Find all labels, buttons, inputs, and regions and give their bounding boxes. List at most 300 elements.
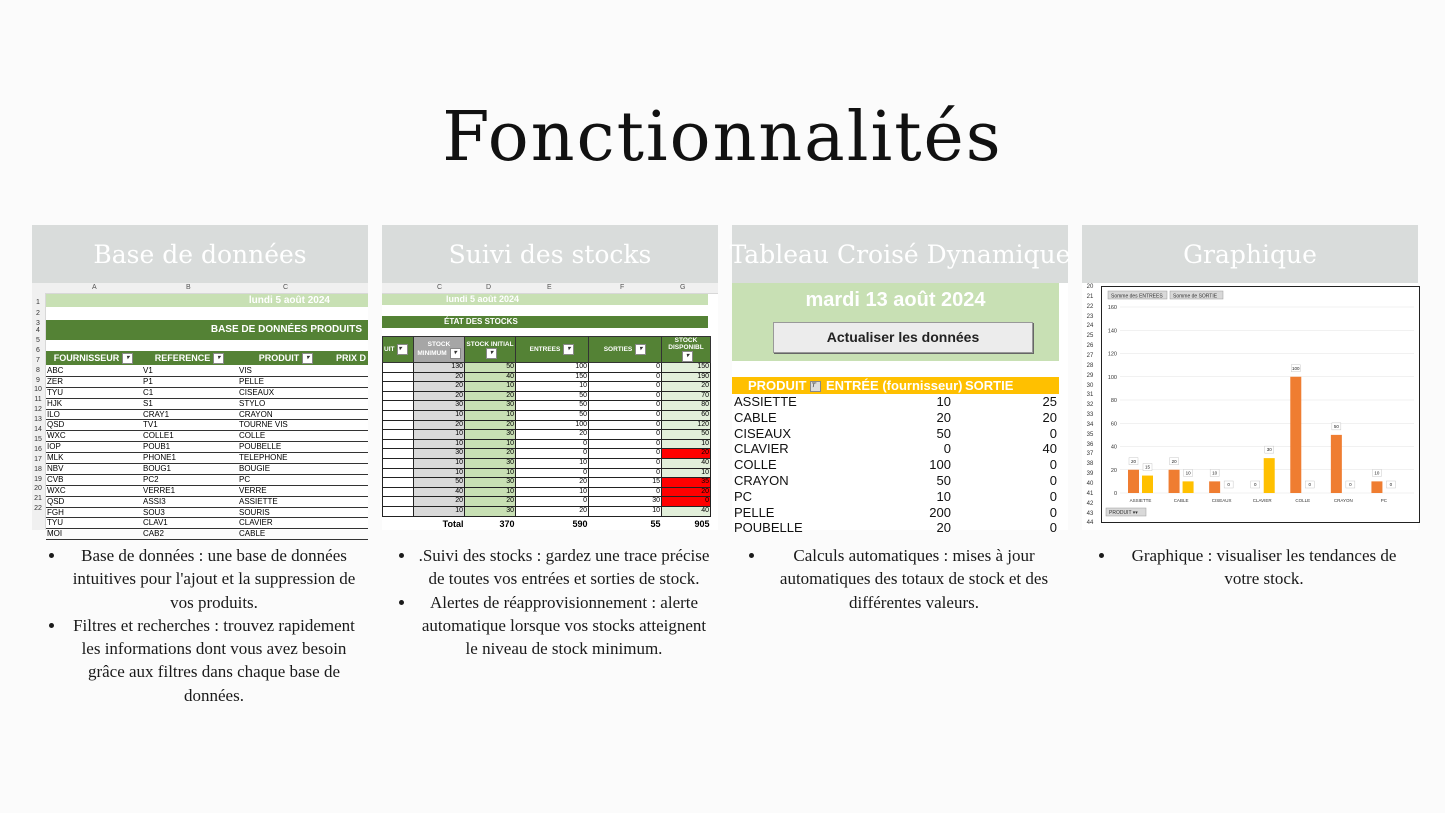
table-cell: 0 [589,430,662,440]
row-number: 23 [1086,313,1094,320]
table-row[interactable] [383,410,711,420]
table-row[interactable] [383,449,711,459]
row-number: 28 [1086,362,1094,369]
row-number: 32 [1086,402,1094,409]
x-tick-label: COLLE [1295,498,1311,503]
table-cell [383,363,414,373]
data-label: 30 [1266,447,1272,453]
table-cell: CVB [47,474,64,484]
bar [1209,481,1220,493]
row-number: 38 [1086,461,1094,468]
total-value: 590 [572,519,588,530]
header-stock-minimum[interactable]: STOCK MINIMUM ▾ [414,337,465,363]
table-cell: 0 [589,420,662,430]
table-cell: 10 [516,382,589,392]
filter-dropdown-icon[interactable]: ▾ [563,344,574,355]
pivot-sortie: 0 [1049,504,1057,520]
row-number: 1 [36,299,40,306]
stock-banner: ÉTAT DES STOCKS [382,316,708,328]
data-label: 15 [1144,464,1151,470]
pivot-sortie: 40 [1042,441,1057,457]
pivot-entree: 20 [936,520,951,536]
table-cell: 20 [414,420,465,430]
table-cell: 20 [465,449,516,459]
stock-date: lundi 5 août 2024 [382,294,708,305]
table-cell: 20 [465,497,516,507]
card-stock [382,225,718,660]
table-row[interactable] [383,391,711,401]
bullet-list [382,544,718,660]
table-cell: VERRE1 [143,485,176,495]
table-cell: IOP [47,442,61,452]
table-cell: S1 [143,398,153,408]
table-cell: 20 [516,506,589,516]
table-cell: 120 [662,420,711,430]
column-letter: C [437,284,443,291]
table-cell [383,497,414,507]
filter-dropdown-icon[interactable]: ▾ [397,344,408,355]
card-header: Graphique [1082,225,1418,283]
data-label: 10 [1212,470,1218,476]
column-letter: B [186,284,191,291]
table-cell: 30 [465,458,516,468]
table-row[interactable] [383,506,711,516]
pivot-row[interactable] [732,394,1059,410]
header-produit[interactable]: PRODUIT ⊤ [748,377,821,394]
row-number: 43 [1086,510,1094,517]
table-cell: 10 [414,458,465,468]
table-cell: 40 [662,458,711,468]
pivot-row[interactable] [732,426,1059,442]
pivot-product: CABLE [734,409,777,425]
table-cell [383,468,414,478]
table-row[interactable] [383,468,711,478]
table-row[interactable] [46,486,368,497]
card-header: Base de données [32,225,368,283]
row-number: 9 [36,377,40,384]
table-cell: PC [239,474,251,484]
table-row[interactable] [46,431,368,442]
table-cell: 0 [589,458,662,468]
table-row[interactable] [383,420,711,430]
table-cell: 20 [662,449,711,459]
database-sheet [32,283,368,539]
bar [1290,377,1301,493]
table-row[interactable] [46,442,368,453]
table-row[interactable] [46,518,368,529]
table-cell: 50 [516,410,589,420]
pivot-entree: 10 [936,394,951,409]
table-row[interactable] [46,508,368,519]
row-number: 18 [34,466,42,473]
table-cell: PC2 [143,474,159,484]
table-cell: 130 [414,363,465,373]
legend-button-label: Somme des ENTREES [1111,293,1163,300]
pivot-row[interactable] [732,441,1059,457]
bullet-list [32,544,368,707]
table-cell [383,506,414,516]
table-row[interactable] [46,366,368,377]
pivot-sortie: 0 [1049,425,1057,441]
table-cell: TYU [47,518,63,528]
row-number: 25 [1086,333,1094,340]
table-cell: 20 [662,382,711,392]
table-cell: VERRE [239,485,267,495]
table-cell: 0 [516,439,589,449]
row-number: 34 [1086,421,1094,428]
table-cell: TYU [47,387,63,397]
table-cell: 30 [465,401,516,411]
x-tick-label: CABLE [1173,498,1189,503]
table-row[interactable] [383,401,711,411]
column-letter: F [620,284,625,291]
table-cell [383,372,414,382]
table-cell: 0 [589,487,662,497]
table-cell: 10 [589,506,662,516]
pivot-product: PELLE [734,504,775,520]
table-cell: POUB1 [143,442,171,452]
table-cell: 10 [465,382,516,392]
row-number: 21 [34,495,42,502]
row-number: 29 [1086,372,1094,379]
table-row[interactable] [383,430,711,440]
table-cell: 30 [465,478,516,488]
pivot-sortie: 0 [1049,488,1057,504]
table-cell: COLLE [239,431,266,441]
y-tick-label: 120 [1107,351,1117,358]
bullet-item: • Alertes de réapprovisionnement : alerte automatique lorsque vos stocks atteignent le niveau de stock minimum. [416,591,712,661]
table-cell: SOU3 [143,507,165,517]
bullet-list [1082,544,1418,591]
card-database [32,225,368,707]
pivot-row[interactable] [732,457,1059,473]
pivot-row[interactable] [732,489,1059,505]
table-cell: TOURNE VIS [239,420,288,430]
table-row[interactable] [383,439,711,449]
table-cell: 20 [465,420,516,430]
total-value: 370 [499,519,515,530]
table-cell: 0 [516,497,589,507]
pivot-row[interactable] [732,520,1059,536]
table-row[interactable] [46,497,368,508]
header-sorties[interactable]: SORTIES ▾ [589,337,662,363]
table-cell: WXC [47,485,66,495]
total-label: Total [442,519,464,530]
card-header: Suivi des stocks [382,225,718,283]
header-fournisseur[interactable]: FOURNISSEUR ▾ [46,351,141,365]
table-cell: PHONE1 [143,453,176,463]
table-cell: 20 [516,478,589,488]
column-letter: E [547,284,552,291]
table-row[interactable] [383,382,711,392]
y-tick-label: 60 [1110,421,1117,428]
filter-dropdown-icon[interactable]: ▾ [682,351,693,362]
stock-screenshot [382,283,718,530]
table-row[interactable] [46,410,368,421]
row-number: 24 [1086,323,1094,330]
table-cell: MOI [47,529,63,539]
table-cell: 10 [414,439,465,449]
table-cell: 20 [516,430,589,440]
bullet-item: • Filtres et recherches : trouvez rapidement les informations dont vous avez besoin grâce aux filtres dans chaque base de données. [66,614,362,707]
total-value: 905 [694,519,710,530]
table-cell: 0 [589,382,662,392]
table-cell: SOURIS [239,507,270,517]
table-cell: 30 [589,497,662,507]
table-cell: 60 [662,410,711,420]
row-number: 16 [34,446,42,453]
table-cell: V1 [143,366,153,375]
data-label: 0 [1349,482,1352,487]
row-number: 33 [1086,412,1094,419]
bullet-list [732,544,1068,614]
bullet-item: • Graphique : visualiser les tendances de votre stock. [1116,544,1412,591]
table-cell: BOUGIE [239,464,271,474]
table-cell: 20 [414,382,465,392]
column-letter: C [283,284,289,291]
table-row[interactable] [46,475,368,486]
database-date: lundi 5 août 2024 [46,294,368,307]
table-cell: 100 [516,420,589,430]
table-cell [383,439,414,449]
filter-dropdown-icon[interactable]: ▾ [122,353,133,364]
table-cell: TELEPHONE [239,453,288,463]
pivot-product: ASSIETTE [734,394,797,409]
bar [1264,458,1275,493]
y-tick-label: 80 [1110,398,1117,404]
table-cell: FGH [47,507,64,517]
table-cell: TV1 [143,420,158,430]
filter-dropdown-icon[interactable]: ▾ [302,353,313,364]
card-chart [1082,225,1418,591]
row-number: 3 [36,320,40,327]
table-cell: MLK [47,453,64,463]
table-cell [383,458,414,468]
table-cell: QSD [47,496,65,506]
table-cell: QSD [47,420,65,430]
row-number: 10 [34,386,42,393]
header-stock-disponible[interactable]: STOCK DISPONIBL▾ [662,337,711,363]
header-stock-initial[interactable]: STOCK INITIAL▾ [465,337,516,363]
table-cell: 50 [414,478,465,488]
data-label: 20 [1130,458,1137,464]
pivot-product: CRAYON [734,472,789,488]
table-row[interactable] [383,458,711,468]
table-cell: POUBELLE [239,442,282,452]
table-cell: 150 [662,363,711,373]
filter-funnel-icon[interactable]: ⊤ [810,381,821,392]
table-cell [383,420,414,430]
data-label: 10 [1185,470,1191,476]
database-header-row [46,351,368,365]
pivot-entree: 200 [929,504,951,520]
x-tick-label: CLAVIER [1252,498,1272,503]
y-tick-label: 140 [1107,328,1117,335]
table-cell: P1 [143,376,153,386]
data-label: 0 [1389,482,1393,487]
filter-dropdown-icon[interactable]: ▾ [486,348,497,359]
row-number: 13 [34,416,42,423]
refresh-data-button[interactable]: Actualiser les données [773,322,1033,353]
table-cell: 50 [465,363,516,373]
table-cell: 0 [589,391,662,401]
filter-dropdown-icon[interactable]: ▾ [635,344,646,355]
table-row[interactable] [383,372,711,382]
column-letter: G [680,284,686,291]
pivot-row[interactable] [732,505,1059,521]
table-cell: 10 [414,468,465,478]
chart-screenshot [1082,283,1418,530]
row-number: 7 [36,357,40,364]
row-number: 2 [36,310,40,317]
data-label: 10 [1374,470,1380,476]
row-number: 37 [1086,451,1094,458]
pivot-sortie: 0 [1049,472,1057,488]
table-cell: 30 [465,506,516,516]
table-row[interactable] [46,399,368,410]
table-cell: CRAYON [239,409,273,419]
header-entrees[interactable]: ENTREES ▾ [516,337,589,363]
header-produit[interactable]: PRODUIT ▾ [238,351,334,365]
table-cell: CABLE [239,529,266,539]
table-row[interactable] [383,478,711,488]
table-cell: NBV [47,464,64,474]
table-cell: 0 [589,372,662,382]
bar [1183,481,1194,493]
row-number: 11 [34,396,42,403]
row-number: 39 [1086,471,1094,478]
row-number: 20 [34,485,42,492]
table-cell: 40 [465,372,516,382]
row-number: 30 [1086,382,1094,389]
pivot-product: CLAVIER [734,441,789,457]
pivot-entree: 10 [936,488,951,504]
data-label: 100 [1292,365,1300,371]
pivot-rows [732,394,1059,536]
x-tick-label: CISEAUX [1211,498,1232,503]
table-cell: 20 [414,497,465,507]
table-cell: 80 [662,401,711,411]
card-header: Tableau Croisé Dynamique [732,225,1068,283]
data-label: 0 [1227,482,1230,487]
table-cell: 190 [662,372,711,382]
table-cell: 30 [414,449,465,459]
table-cell [383,487,414,497]
pivot-product: PC [734,488,753,504]
table-cell: 0 [589,439,662,449]
table-row[interactable] [46,388,368,399]
table-cell: 10 [465,410,516,420]
x-tick-label: ASSIETTE [1129,498,1152,503]
row-number: 20 [1086,284,1094,290]
table-cell: WXC [47,431,66,441]
bar-chart [1102,287,1419,522]
table-cell: CAB2 [143,529,164,539]
table-cell [383,382,414,392]
table-row[interactable] [46,453,368,464]
row-number: 22 [34,505,42,512]
bullet-item: • .Suivi des stocks : gardez une trace précise de toutes vos entrées et sorties de stock. [416,544,712,591]
header-reference[interactable]: REFERENCE ▾ [142,351,237,365]
database-screenshot [32,283,368,539]
row-numbers [32,293,46,530]
column-letter: A [92,284,97,291]
table-cell: 35 [662,478,711,488]
row-number: 35 [1086,431,1094,438]
table-cell: 20 [465,391,516,401]
pivot-entree: 100 [929,457,951,473]
filter-dropdown-icon[interactable]: ▾ [450,348,461,359]
header-entree[interactable]: ENTRÉE (fournisseur) [826,378,963,393]
table-cell: 10 [465,487,516,497]
bullet-item: • Base de données : une base de données intuitives pour l'ajout et la suppression de vos produits. [66,544,362,614]
table-cell: ZER [47,376,63,386]
table-cell: CRAY1 [143,409,170,419]
filter-dropdown-icon[interactable]: ▾ [213,353,224,364]
row-number: 36 [1086,441,1094,448]
pivot-sortie: 0 [1049,457,1057,473]
row-number: 17 [34,456,42,463]
table-cell: 100 [516,363,589,373]
table-row[interactable] [383,487,711,497]
table-cell: PELLE [239,376,264,386]
header-sortie[interactable]: SORTIE (client) [965,378,1014,410]
table-cell: 10 [414,506,465,516]
row-number: 6 [36,347,40,354]
row-number: 19 [34,476,42,483]
stock-table [382,336,711,533]
x-tick-label: PC [1380,498,1388,503]
table-row[interactable] [383,497,711,507]
row-number: 27 [1086,352,1094,359]
table-row[interactable] [46,464,368,475]
table-cell: C1 [143,387,154,397]
table-row[interactable] [46,420,368,431]
column-headers [382,283,718,294]
bar [1142,476,1153,493]
pivot-product: CISEAUX [734,425,792,441]
stock-sheet [382,283,718,530]
table-cell: 0 [589,401,662,411]
header-produit[interactable]: UIT ▾ [383,337,414,363]
table-row[interactable] [46,377,368,388]
table-cell: 10 [465,468,516,478]
header-prix[interactable]: PRIX D [336,353,367,363]
table-cell: ASSI3 [143,496,166,506]
table-row[interactable] [46,529,368,540]
row-number: 42 [1086,500,1094,507]
row-number: 5 [36,337,40,344]
table-cell: BOUG1 [143,464,172,474]
table-cell: ASSIETTE [239,496,278,506]
pivot-row[interactable] [732,473,1059,489]
table-cell: 10 [465,439,516,449]
table-cell: 0 [662,497,711,507]
table-row[interactable] [383,363,711,373]
y-tick-label: 40 [1110,444,1117,451]
pivot-row[interactable] [732,410,1059,426]
bar [1331,435,1342,493]
table-cell: 70 [662,391,711,401]
table-cell: 15 [589,478,662,488]
page-title: Fonctionnalités [442,98,1003,177]
row-number: 31 [1086,392,1094,399]
database-banner: BASE DE DONNÉES PRODUITS [46,320,368,340]
table-cell: 20 [414,391,465,401]
card-pivot [729,225,1071,614]
bullet-item: • Calculs automatiques : mises à jour automatiques des totaux de stock et des différentes valeurs. [766,544,1062,614]
data-label: 20 [1171,458,1177,464]
